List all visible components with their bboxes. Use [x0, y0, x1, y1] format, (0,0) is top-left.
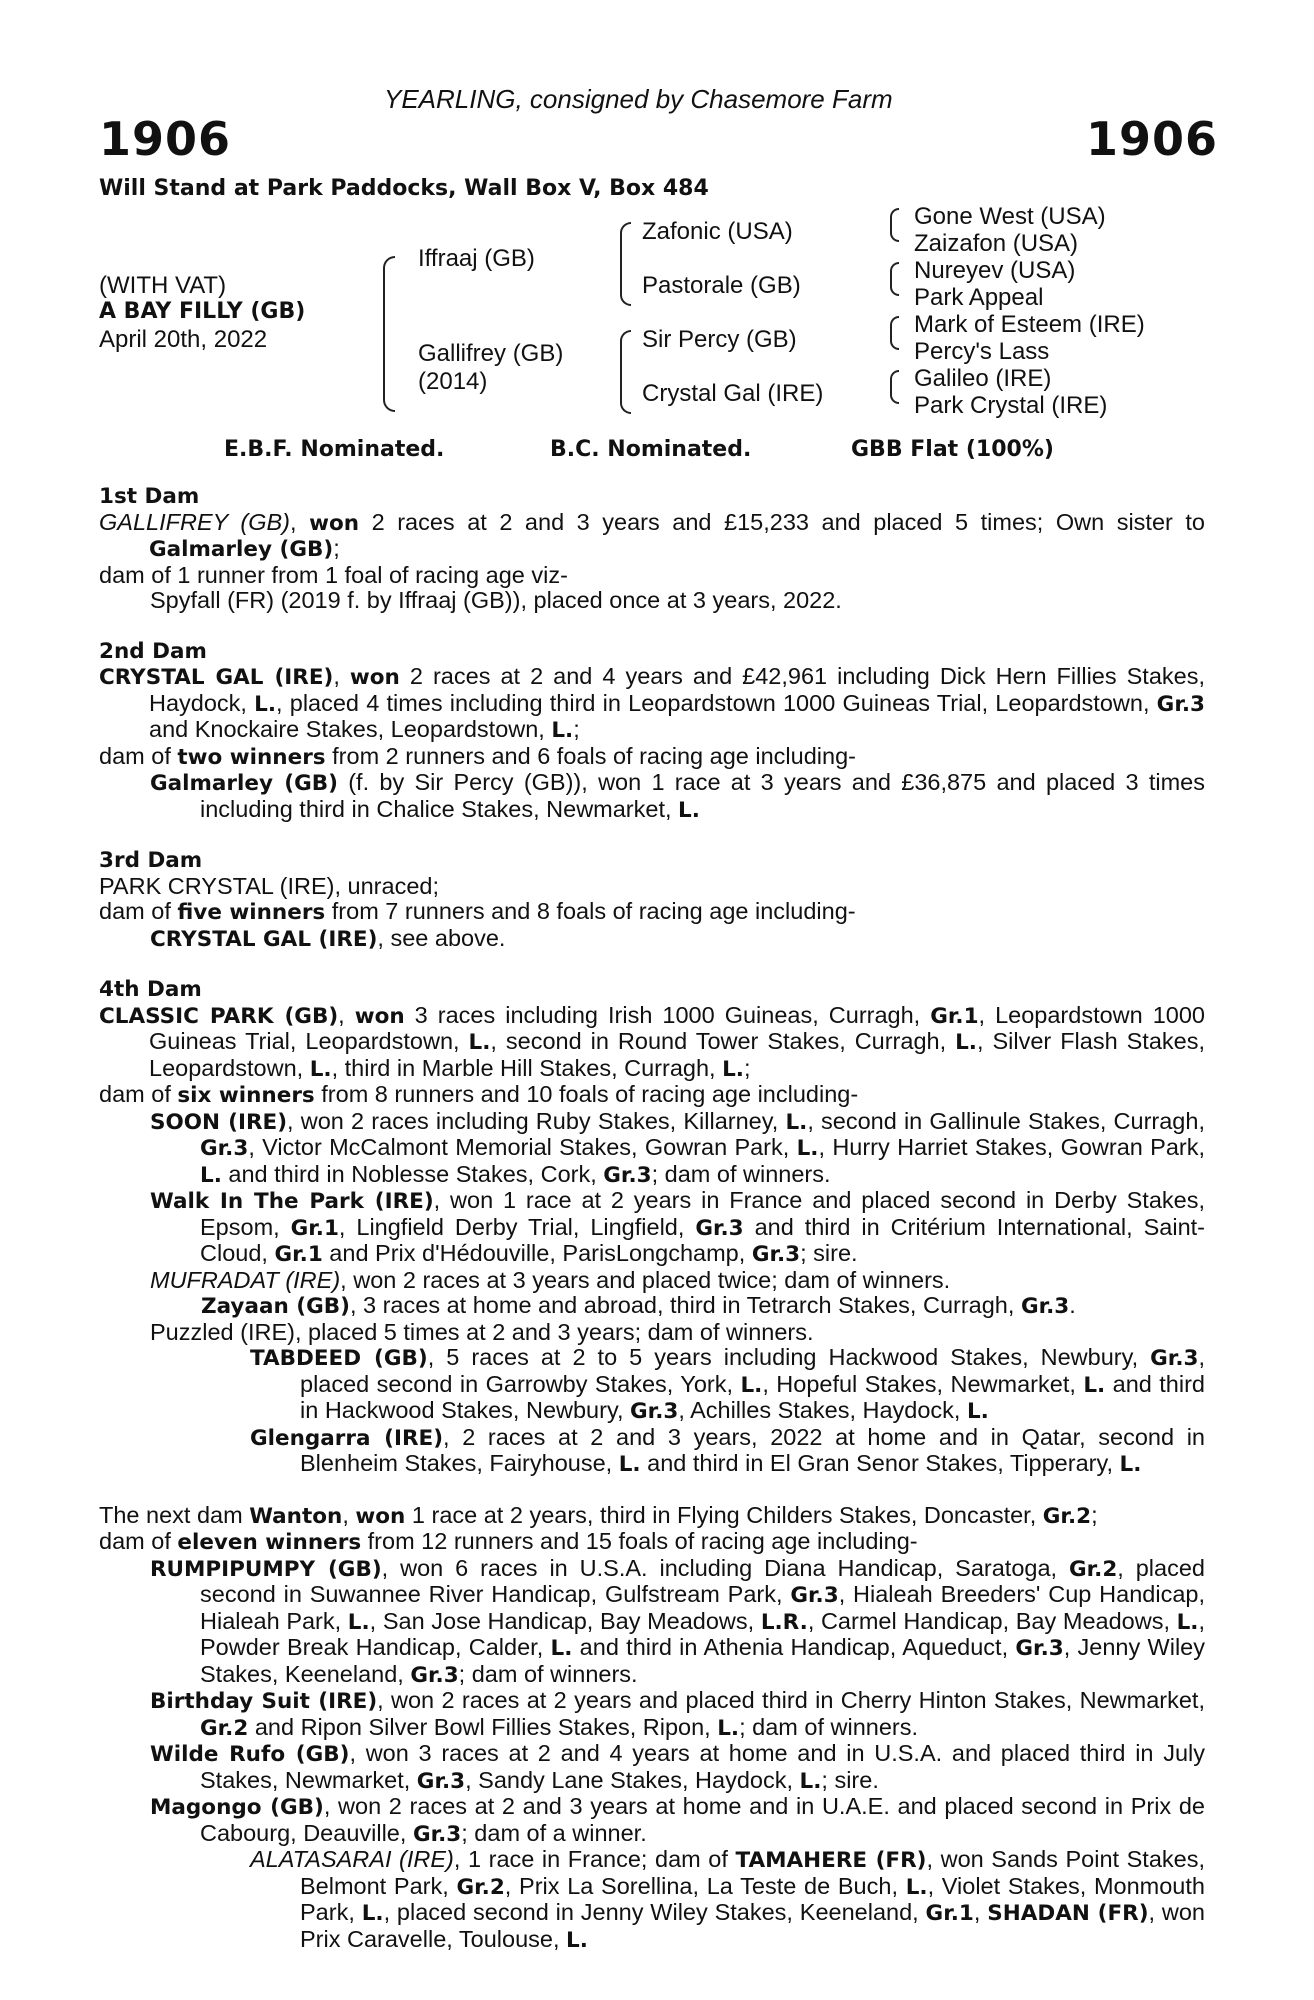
- text: Gr.3: [1020, 1294, 1070, 1319]
- text: L.: [550, 1636, 573, 1661]
- text: from 7 runners and 8 foals of racing age including-: [325, 898, 856, 924]
- text: ,: [338, 1001, 355, 1028]
- text: L.: [717, 1715, 740, 1741]
- text: , Hialeah Breeders' Cup Handicap, Hialeah Park,: [200, 1581, 1205, 1634]
- lot-number-right: 1906: [1086, 112, 1219, 166]
- text: won: [349, 665, 400, 690]
- text: , see above.: [377, 924, 506, 951]
- second-dam-heading: 2nd Dam: [99, 638, 207, 664]
- pedigree-sire-sire: Zafonic (USA): [642, 218, 793, 245]
- first-dam-name: GALLIFREY (GB): [99, 508, 291, 535]
- text: CLASSIC PARK (GB): [99, 1003, 339, 1029]
- pedigree-bracket-dam: [620, 330, 631, 414]
- text: two winners: [177, 744, 326, 770]
- text: L.: [905, 1874, 928, 1900]
- text: Gr.2: [1068, 1556, 1118, 1582]
- text: , San Jose Handicap, Bay Meadows,: [369, 1607, 761, 1634]
- text: Gr.3: [1156, 691, 1205, 717]
- pedigree-bracket-main: [383, 256, 395, 412]
- text: ,: [290, 508, 310, 535]
- text: , Lingfield Derby Trial, Lingfield,: [338, 1213, 696, 1240]
- text: ,: [973, 1899, 988, 1925]
- text: , won 2 races at 3 years and placed twice; dam of winners.: [340, 1266, 951, 1293]
- text: (f. by Sir Percy (GB)), won 1 race at 3 years and £36,875 and placed 3 times including third in Chalice Stakes, Newmarket,: [200, 769, 1205, 822]
- puzzled-produce-glengarra: [99, 1425, 1205, 1478]
- lot-number-left: 1906: [99, 112, 232, 166]
- text: TAMAHERE (FR): [735, 1848, 927, 1873]
- text: eleven winners: [177, 1530, 362, 1555]
- text: Gr.3: [630, 1399, 679, 1424]
- magongo-produce-alatasarai: [99, 1847, 1205, 1953]
- text: ; sire.: [800, 1240, 858, 1266]
- text: L.: [678, 797, 700, 823]
- text: , won 2 races at 2 years and placed third in Cherry Hinton Stakes, Newmarket,: [377, 1687, 1205, 1713]
- text: dam of: [99, 1081, 178, 1107]
- text: and Ripon Silver Bowl Fillies Stakes, Ripon,: [248, 1713, 718, 1740]
- text: five winners: [177, 900, 326, 925]
- catalogue-body: [99, 484, 1205, 1953]
- text: and Knockaire Stakes, Leopardstown,: [149, 716, 552, 742]
- text: six winners: [177, 1083, 315, 1108]
- text: , second in Round Tower Stakes, Curragh,: [490, 1028, 956, 1054]
- fourth-dam-produce-puzzled: Puzzled (IRE), placed 5 times at 2 and 3 years; dam of winners.: [150, 1318, 814, 1345]
- text: L.: [1119, 1452, 1142, 1477]
- text: , won 3 races at 2 and 4 years at home and in U.S.A. and placed third in July Stakes, Newmarket,: [200, 1740, 1205, 1793]
- text: L.: [799, 1768, 822, 1794]
- gbb-eligibility: GBB Flat (100%): [851, 437, 1054, 462]
- text: 3 races including Irish 1000 Guineas, Curragh,: [404, 1001, 931, 1028]
- text: Gr.2: [200, 1715, 249, 1741]
- text: L.: [740, 1372, 763, 1398]
- text: Gr.1: [290, 1215, 339, 1241]
- text: ;: [1091, 1501, 1098, 1528]
- text: MUFRADAT (IRE): [150, 1266, 341, 1293]
- pedigree-g2: Zaizafon (USA): [914, 230, 1079, 257]
- text: dam of: [99, 898, 178, 924]
- text: Galmarley (GB): [150, 771, 338, 796]
- fourth-dam-produce-walk-in-the-park: [99, 1188, 1205, 1268]
- text: L.: [200, 1162, 222, 1188]
- text: Gr.3: [603, 1162, 652, 1188]
- text: , Hurry Harriet Stakes, Gowran Park,: [818, 1134, 1206, 1160]
- text: ;: [743, 1054, 751, 1081]
- pedigree-g5: Mark of Esteem (IRE): [914, 311, 1145, 338]
- text: from 2 runners and 6 foals of racing age including-: [325, 742, 856, 769]
- next-dam-produce-birthday-suit: [99, 1688, 1205, 1741]
- text: won: [355, 1503, 406, 1529]
- text: CRYSTAL GAL (IRE): [99, 665, 334, 690]
- text: L.: [796, 1136, 819, 1161]
- text: , Leopardstown 1000 Guineas Trial, Leopardstown,: [149, 1001, 1205, 1054]
- fourth-dam-produce-summary: [99, 1082, 1205, 1109]
- fourth-dam-heading: 4th Dam: [99, 977, 202, 1002]
- text: 1 race at 2 years, third in Flying Childers Stakes, Doncaster,: [405, 1501, 1043, 1528]
- text: Gr.3: [1015, 1636, 1064, 1661]
- text: , Sandy Lane Stakes, Haydock,: [465, 1766, 800, 1793]
- first-dam-heading: 1st Dam: [99, 484, 200, 509]
- pedigree-g7: Galileo (IRE): [914, 365, 1052, 392]
- pedigree-g8: Park Crystal (IRE): [914, 392, 1108, 419]
- second-dam-produce-item: [99, 770, 1205, 823]
- text: Gr.3: [200, 1136, 249, 1161]
- puzzled-produce-tabdeed: [99, 1345, 1205, 1425]
- text: , 1 race in France; dam of: [453, 1846, 736, 1872]
- pedigree-bracket-g1: [890, 208, 899, 242]
- next-dam-produce-magongo: [99, 1794, 1205, 1847]
- spacer: [99, 614, 1205, 639]
- next-dam-produce-summary: [99, 1529, 1205, 1556]
- text: L.: [566, 1927, 588, 1953]
- third-dam-record: PARK CRYSTAL (IRE), unraced;: [99, 872, 439, 899]
- text: L.: [785, 1109, 808, 1135]
- pedigree-g6: Percy's Lass: [914, 338, 1050, 365]
- text: from 8 runners and 10 foals of racing age including-: [314, 1081, 859, 1107]
- text: , won 6 races in U.S.A. including Diana Handicap, Saratoga,: [381, 1554, 1069, 1581]
- pedigree-g1: Gone West (USA): [914, 203, 1106, 230]
- text: , won 1 race at 2 years in France and placed second in Derby Stakes, Epsom,: [200, 1187, 1205, 1240]
- second-dam-produce-summary: [99, 744, 1205, 771]
- text: , Hopeful Stakes, Newmarket,: [762, 1370, 1084, 1397]
- third-dam-heading: 3rd Dam: [99, 848, 203, 873]
- text: Gr.3: [790, 1583, 839, 1608]
- text: and Prix d'Hédouville, ParisLongchamp,: [322, 1240, 752, 1266]
- text: L.: [722, 1056, 744, 1082]
- text: , Carmel Handicap, Bay Meadows,: [807, 1607, 1177, 1634]
- text: dam of: [99, 1528, 178, 1554]
- fourth-dam-record: [99, 1003, 1205, 1083]
- pedigree-sire: Iffraaj (GB): [418, 245, 535, 272]
- pedigree-dam: Gallifrey (GB): [418, 340, 564, 367]
- text: , Silver Flash Stakes, Leopardstown,: [149, 1028, 1205, 1081]
- stand-location: Will Stand at Park Paddocks, Wall Box V, Box 484: [99, 176, 709, 201]
- first-dam-record: [99, 510, 1205, 563]
- pedigree-dam-year: (2014): [418, 368, 488, 395]
- text: Walk In The Park (IRE): [150, 1189, 434, 1214]
- pedigree-g3: Nureyev (USA): [914, 257, 1076, 284]
- text: L.: [254, 691, 277, 717]
- text: ;: [573, 716, 580, 742]
- text: , Prix La Sorellina, La Teste de Buch,: [504, 1872, 906, 1899]
- text: Gr.3: [416, 1768, 466, 1794]
- text: , placed 4 times including third in Leopardstown 1000 Guineas Trial, Leopardstown,: [276, 689, 1157, 716]
- text: L.: [955, 1030, 977, 1055]
- text: , Jenny Wiley Stakes, Keeneland,: [200, 1634, 1205, 1687]
- text: L.: [1176, 1609, 1199, 1635]
- text: Gr.3: [412, 1821, 462, 1847]
- text: , second in Gallinule Stakes, Curragh,: [807, 1107, 1205, 1134]
- text: ; sire.: [821, 1766, 879, 1793]
- pedigree-bracket-g3: [890, 316, 899, 350]
- pedigree-dam-sire: Sir Percy (GB): [642, 326, 797, 353]
- text: L.: [551, 718, 574, 743]
- text: , Victor McCalmont Memorial Stakes, Gowran Park,: [248, 1134, 797, 1160]
- vat-note: (WITH VAT): [99, 272, 227, 299]
- text: ; dam of a winner.: [461, 1819, 647, 1846]
- text: Magongo (GB): [150, 1795, 324, 1820]
- spacer: [99, 823, 1205, 848]
- text: L.: [1083, 1372, 1106, 1398]
- text: TABDEED (GB): [250, 1346, 428, 1371]
- text: Birthday Suit (IRE): [150, 1689, 378, 1714]
- spacer: [99, 1478, 1205, 1503]
- pedigree-bracket-sire: [620, 222, 631, 306]
- text: SOON (IRE): [150, 1109, 288, 1135]
- first-dam-produce-item: Spyfall (FR) (2019 f. by Iffraaj (GB)), placed once at 3 years, 2022.: [150, 587, 842, 613]
- text: and third in Hackwood Stakes, Newbury,: [300, 1370, 1205, 1423]
- text: Gr.1: [930, 1003, 979, 1029]
- text: Wilde Rufo (GB): [150, 1742, 350, 1767]
- text: 2 races at 2 and 4 years and £42,961 including Dick Hern Fillies Stakes, Haydock,: [149, 663, 1205, 716]
- text: , third in Marble Hill Stakes, Curragh,: [331, 1054, 723, 1081]
- text: Gr.3: [695, 1215, 744, 1241]
- spacer: [99, 952, 1205, 977]
- text: , won Prix Caravelle, Toulouse,: [300, 1899, 1206, 1952]
- text: ; dam of winners.: [458, 1660, 638, 1687]
- next-dam-produce-rumpipumpy: [99, 1556, 1205, 1689]
- text: Gr.3: [1150, 1346, 1199, 1371]
- text: L.: [468, 1030, 491, 1055]
- text: ; dam of winners.: [739, 1713, 919, 1740]
- pedigree-bracket-g4: [890, 370, 899, 404]
- text: , Powder Break Handicap, Calder,: [200, 1607, 1206, 1660]
- text: SHADAN (FR): [987, 1901, 1149, 1926]
- text: dam of: [99, 742, 178, 769]
- mufradat-produce-zayaan: [99, 1293, 1205, 1320]
- text: , won Sands Point Stakes, Belmont Park,: [300, 1846, 1205, 1899]
- pedigree-bracket-g2: [890, 262, 899, 296]
- text: Wanton: [249, 1503, 343, 1529]
- text: , placed second in Suwannee River Handicap, Gulfstream Park,: [200, 1554, 1205, 1607]
- third-dam-produce-item: [99, 926, 1205, 953]
- pedigree-sire-dam: Pastorale (GB): [642, 272, 801, 299]
- text: Gr.2: [456, 1874, 505, 1900]
- text: , Violet Stakes, Monmouth Park,: [300, 1872, 1205, 1925]
- pedigree-g4: Park Appeal: [914, 284, 1044, 311]
- fourth-dam-produce-mufradat: [99, 1268, 1205, 1294]
- text: Glengarra (IRE): [250, 1425, 444, 1451]
- ebf-nomination: E.B.F. Nominated.: [224, 437, 445, 462]
- text: ,: [333, 663, 350, 689]
- text: ALATASARAI (IRE): [250, 1846, 454, 1872]
- text: L.: [966, 1399, 989, 1424]
- third-dam-produce-summary: [99, 899, 1205, 926]
- text: Gr.1: [925, 1901, 974, 1926]
- text: CRYSTAL GAL (IRE): [150, 926, 378, 952]
- text: , won 2 races at 2 and 3 years at home and in U.A.E. and placed second in Prix de Cabourg, Deauville,: [200, 1793, 1205, 1846]
- text: , placed second in Jenny Wiley Stakes, Keeneland,: [383, 1899, 926, 1925]
- text: from 12 runners and 15 foals of racing age including-: [361, 1528, 918, 1554]
- text: , 5 races at 2 to 5 years including Hackwood Stakes, Newbury,: [427, 1344, 1151, 1370]
- pedigree-dam-dam: Crystal Gal (IRE): [642, 380, 824, 407]
- text: and third in Noblesse Stakes, Cork,: [221, 1160, 604, 1187]
- text: L.: [347, 1609, 370, 1635]
- text: , 3 races at home and abroad, third in Tetrarch Stakes, Curragh,: [349, 1292, 1021, 1318]
- text: ,: [342, 1501, 356, 1528]
- text: Gr.1: [274, 1242, 323, 1267]
- text: .: [1069, 1292, 1076, 1318]
- text: The next dam: [99, 1501, 250, 1528]
- text: L.R.: [760, 1609, 808, 1635]
- text: ; dam of winners.: [651, 1160, 831, 1187]
- text: and third in Critérium International, Saint-Cloud,: [200, 1213, 1205, 1266]
- text: ;: [333, 535, 340, 561]
- first-dam-sister-name: Galmarley (GB): [149, 537, 334, 562]
- text: won: [354, 1003, 405, 1029]
- text: L.: [618, 1452, 641, 1477]
- text: , placed second in Garrowby Stakes, York,: [300, 1344, 1205, 1397]
- text: L.: [361, 1901, 384, 1926]
- next-dam-record: [99, 1503, 1205, 1530]
- text: L.: [309, 1056, 332, 1082]
- text: , 2 races at 2 and 3 years, 2022 at home and in Qatar, second in Blenheim Stakes, Fairyhouse,: [300, 1423, 1205, 1476]
- bc-nomination: B.C. Nominated.: [550, 437, 752, 462]
- text: Gr.3: [751, 1242, 801, 1267]
- text: won: [309, 510, 360, 536]
- fourth-dam-produce-soon: [99, 1109, 1205, 1189]
- text: Zayaan (GB): [201, 1294, 350, 1319]
- second-dam-record: [99, 664, 1205, 744]
- consignor-line: YEARLING, consigned by Chasemore Farm: [384, 84, 893, 114]
- text: and third in Athenia Handicap, Aqueduct,: [572, 1634, 1016, 1660]
- text: , Achilles Stakes, Haydock,: [678, 1397, 967, 1423]
- text: , won 2 races including Ruby Stakes, Killarney,: [287, 1107, 786, 1134]
- foaling-date: April 20th, 2022: [99, 326, 268, 353]
- text: Gr.3: [410, 1662, 459, 1688]
- text: Gr.2: [1042, 1503, 1092, 1529]
- text: 2 races at 2 and 3 years and £15,233 and placed 5 times; Own sister to: [359, 508, 1205, 535]
- text: RUMPIPUMPY (GB): [150, 1556, 382, 1582]
- first-dam-produce-summary: dam of 1 runner from 1 foal of racing age viz-: [99, 561, 568, 588]
- horse-name: A BAY FILLY (GB): [99, 299, 306, 324]
- next-dam-produce-wilde-rufo: [99, 1741, 1205, 1794]
- text: and third in El Gran Senor Stakes, Tipperary,: [640, 1450, 1120, 1476]
